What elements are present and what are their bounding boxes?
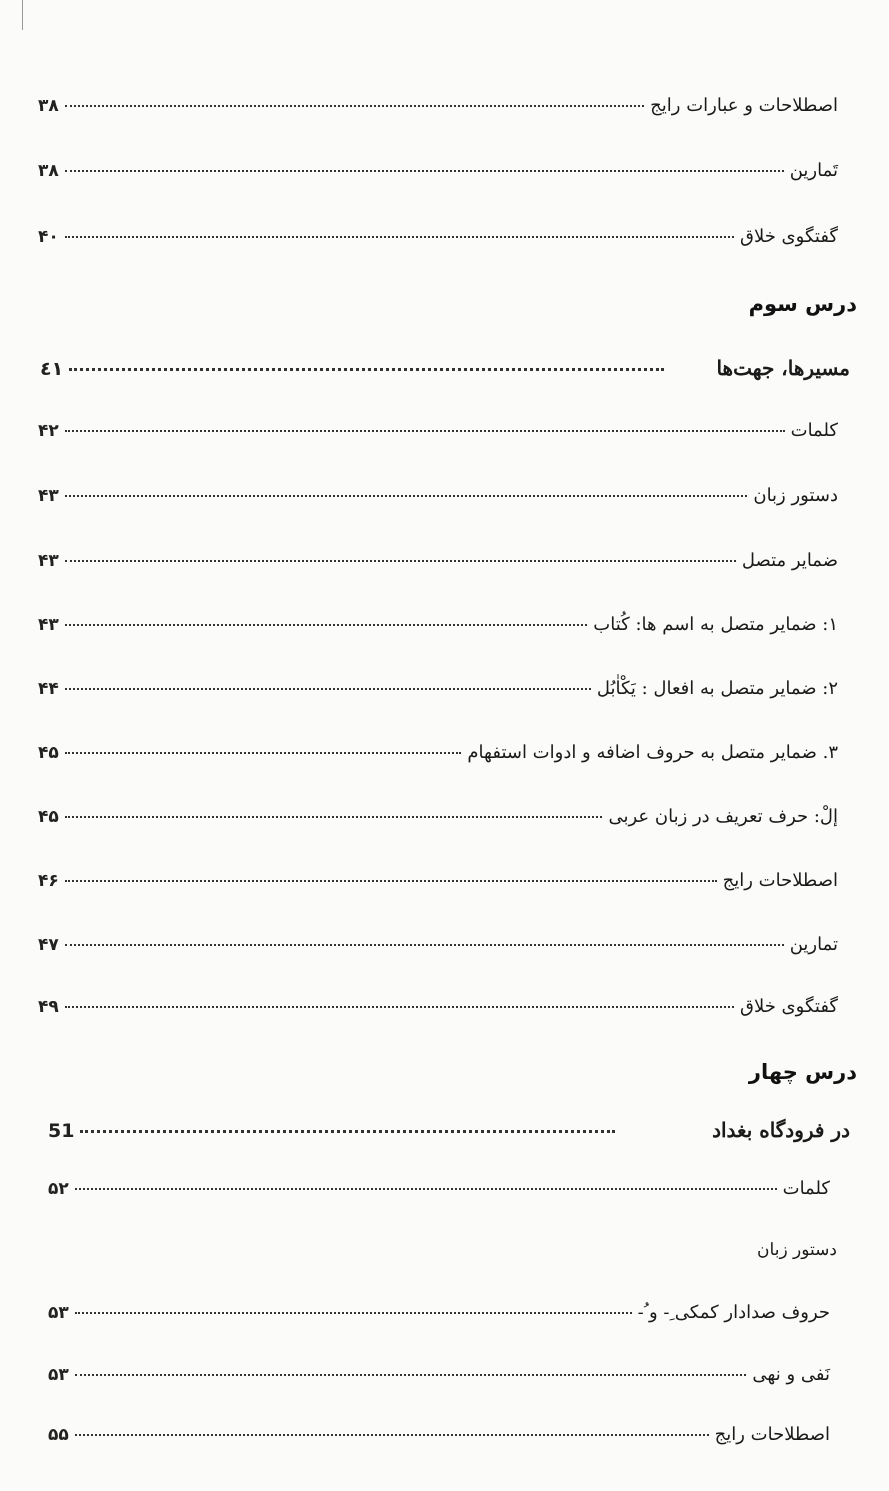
toc-entry <box>38 742 838 763</box>
page-edge-rule <box>22 0 23 30</box>
toc-entry <box>48 1424 830 1445</box>
entry-label: ۲: ضمایر متصل به افعال : یَکْاٰبُل <box>596 678 838 699</box>
entry-label: حروف صدادار کمکی ِ- و ُ- <box>637 1302 830 1323</box>
entry-label: کلمات <box>790 420 838 441</box>
dot-leader <box>75 1433 709 1436</box>
lesson-heading: درس چهار <box>748 1060 857 1084</box>
entry-label: مسیرها، جهت‌ها <box>716 356 850 380</box>
entry-label: تمارین <box>789 934 838 955</box>
dot-leader <box>65 235 734 238</box>
dot-leader <box>65 879 717 882</box>
toc-entry <box>38 226 838 247</box>
dot-leader <box>65 815 603 818</box>
toc-entry <box>38 806 838 827</box>
dot-leader <box>65 943 784 946</box>
page-number: ۵۳ <box>48 1365 69 1385</box>
toc-entry <box>38 934 838 955</box>
toc-entry <box>38 870 838 891</box>
dot-leader <box>69 367 664 371</box>
dot-leader <box>65 751 462 754</box>
page-number: 51 <box>48 1120 75 1142</box>
entry-label: گفتگوی خلاق <box>740 996 838 1017</box>
page-number: ۴۶ <box>38 871 59 891</box>
entry-label: دستور زبان <box>753 485 838 506</box>
dot-leader <box>80 1129 615 1133</box>
page-number: ۴۰ <box>38 227 59 247</box>
page-number: ۴۳ <box>38 551 59 571</box>
entry-label: ۱: ضمایر متصل به اسم ها: کُتاب <box>593 614 838 635</box>
toc-entry <box>38 420 838 441</box>
entry-label: نَفی و نهی <box>752 1364 830 1385</box>
page-number: ۵۵ <box>48 1425 69 1445</box>
entry-label: تَمارین <box>789 160 838 181</box>
entry-label: اصطلاحات رایج <box>722 870 838 891</box>
dot-leader <box>65 104 644 107</box>
dot-leader <box>75 1187 777 1190</box>
toc-entry <box>48 1302 830 1323</box>
toc-main-entry <box>40 356 850 380</box>
subheading: دستور زبان <box>757 1240 837 1260</box>
page-number: ۴۷ <box>38 935 59 955</box>
dot-leader <box>65 429 785 432</box>
toc-entry <box>38 678 838 699</box>
page-number: ۴۳ <box>38 486 59 506</box>
entry-label: ۳. ضمایر متصل به حروف اضافه و ادوات استفهام <box>467 742 838 763</box>
page-number: ۴۵ <box>38 743 59 763</box>
dot-leader <box>65 494 748 497</box>
toc-entry <box>38 550 838 571</box>
dot-leader <box>65 1005 734 1008</box>
page-number: ۴۳ <box>38 615 59 635</box>
dot-leader <box>65 687 591 690</box>
entry-label: ضمایر متصل <box>741 550 838 571</box>
entry-label: در فرودگاه بغداد <box>712 1118 850 1142</box>
lesson-heading: درس سوم <box>748 292 857 316</box>
page-number: ۵۳ <box>48 1303 69 1323</box>
dot-leader <box>75 1373 747 1376</box>
page-number: ٤١ <box>40 358 64 380</box>
dot-leader <box>65 169 784 172</box>
page-number: ۵۲ <box>48 1179 69 1199</box>
toc-entry <box>38 160 838 181</box>
page-number: ۴۲ <box>38 421 59 441</box>
entry-label: گفتگوی خلاق <box>740 226 838 247</box>
page-number: ۴۹ <box>38 997 59 1017</box>
page-number: ۴۵ <box>38 807 59 827</box>
dot-leader <box>75 1311 632 1314</box>
toc-entry <box>48 1364 830 1385</box>
toc-entry <box>38 614 838 635</box>
entry-label: کلمات <box>782 1178 830 1199</box>
page-number: ۳۸ <box>38 96 59 116</box>
dot-leader <box>65 623 588 626</box>
entry-label: اصطلاحات و عبارات رایج <box>650 95 838 116</box>
toc-entry <box>38 95 838 116</box>
toc-entry <box>38 485 838 506</box>
entry-label: إلْ: حرف تعریف در زبان عربی <box>608 806 838 827</box>
toc-main-entry <box>48 1118 850 1142</box>
toc-entry <box>38 996 838 1017</box>
page-number: ۴۴ <box>38 679 59 699</box>
dot-leader <box>65 559 736 562</box>
entry-label: اصطلاحات رایج <box>714 1424 830 1445</box>
toc-entry <box>48 1178 830 1199</box>
page-number: ۳۸ <box>38 161 59 181</box>
